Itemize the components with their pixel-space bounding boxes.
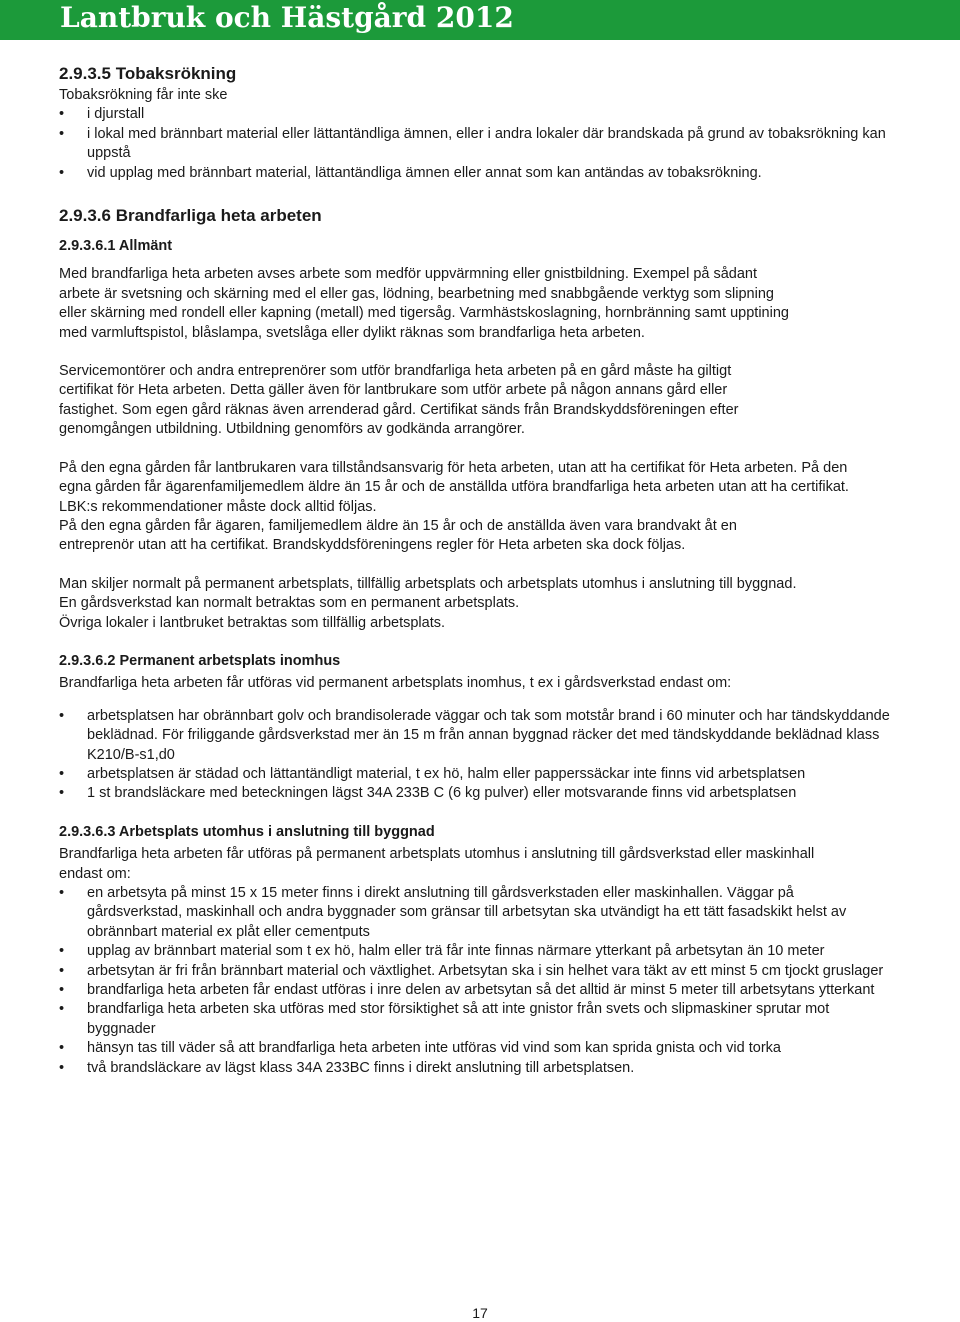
section-intro: Brandfarliga heta arbeten får utföras vid permanent arbetsplats inomhus, t ex i gårdsverkstad endast om: bbox=[59, 675, 732, 692]
list-item bbox=[59, 707, 899, 765]
section-heading-tobaksrokning: 2.9.3.5 Tobaksrökning bbox=[59, 64, 237, 83]
bullet-icon: • bbox=[59, 885, 65, 901]
header-banner bbox=[0, 0, 960, 40]
list-item bbox=[59, 1039, 889, 1058]
list-item-text: vid upplag med brännbart material, lättantändliga ämnen eller annat som kan antändas av tobaksrökning. bbox=[87, 164, 762, 181]
list-item-text: 1 st brandsläckare med beteckningen lägst 34A 233B C (6 kg pulver) eller motsvarande finns vid arbetsplatsen bbox=[87, 785, 797, 802]
bullet-icon: • bbox=[59, 1059, 65, 1076]
list-item bbox=[59, 784, 899, 803]
bullet-list-permanent-inomhus bbox=[59, 707, 899, 804]
page-content bbox=[59, 62, 919, 1078]
list-item bbox=[59, 962, 889, 981]
bullet-list-tobaksrokning bbox=[59, 105, 919, 183]
bullet-icon: • bbox=[59, 164, 65, 181]
list-item-text: hänsyn tas till väder så att brandfarliga heta arbeten inte utföras vid vind som kan sprida gnista och vid torka bbox=[87, 1040, 781, 1057]
list-item bbox=[59, 981, 889, 1000]
list-item bbox=[59, 1000, 889, 1039]
document-title: Lantbruk och Hästgård 2012 bbox=[60, 1, 514, 34]
list-item-text: brandfarliga heta arbeten får endast utföras i inre delen av arbetsytan så det alltid är minst 5 meter till arbetsytans ytterkant bbox=[87, 982, 875, 999]
bullet-icon: • bbox=[59, 785, 65, 802]
list-item bbox=[59, 884, 889, 942]
bullet-icon: • bbox=[59, 982, 65, 999]
list-item-text: i djurstall bbox=[87, 106, 145, 123]
page-number: 17 bbox=[472, 1305, 488, 1321]
section-heading-brandfarliga-heta-arbeten: 2.9.3.6 Brandfarliga heta arbeten bbox=[59, 206, 322, 226]
bullet-icon: • bbox=[59, 1001, 65, 1018]
paragraph-arbetsplatstyper: Man skiljer normalt på permanent arbetsplats, tillfällig arbetsplats och arbetsplats utomhus i anslutning till byggnad. bbox=[59, 575, 797, 592]
list-item-text: två brandsläckare av lägst klass 34A 233BC finns i direkt anslutning till arbetsplatsen. bbox=[87, 1059, 635, 1076]
section-intro: Tobaksrökning får inte ske bbox=[59, 87, 228, 103]
bullet-icon: • bbox=[59, 106, 65, 123]
list-item-text: arbetsytan är fri från brännbart material och växtlighet. Arbetsytan ska i sin helhet vara täkt av ett minst 5 cm tjockt gruslager bbox=[87, 962, 884, 979]
list-item bbox=[59, 125, 919, 164]
list-item bbox=[59, 164, 919, 183]
paragraph-servicemontorer: Servicemontörer och andra entreprenörer som utför brandfarliga heta arbeten på en gård måste ha giltigt certifikat för Heta arbeten. Detta gäller även för lantbrukare som utför arbete på någon annans gård eller fastighet. Som egen gård räknas även arrenderad gård. Certifikat sänds från Brandskyddsföreningen efter genomgången utbildning. Utbildning genomförs av godkända arrangörer. bbox=[59, 363, 739, 438]
paragraph-gardsverkstad: En gårdsverkstad kan normalt betraktas som en permanent arbetsplats. bbox=[59, 595, 520, 612]
list-item-text: en arbetsyta på minst 15 x 15 meter finns i direkt anslutning till gårdsverkstaden eller maskinhallen. Väggar på gårdsverkstad, maskinhall och andra byggnader som gränsar till arbetsytan ska utvändigt ha ett tätt fasadskikt helst av obrännbart material ex plåt eller cementputs bbox=[87, 885, 847, 940]
list-item bbox=[59, 105, 919, 124]
section-intro: Brandfarliga heta arbeten får utföras på permanent arbetsplats utomhus i anslutning till gårdsverkstad eller maskinhall endast om: bbox=[59, 846, 815, 882]
paragraph-ovriga-lokaler: Övriga lokaler i lantbruket betraktas som tillfällig arbetsplats. bbox=[59, 614, 446, 631]
list-item-text: arbetsplatsen är städad och lättantändligt material, t ex hö, halm eller papperssäckar inte finns vid arbetsplatsen bbox=[87, 765, 806, 782]
list-item bbox=[59, 1059, 889, 1078]
section-heading-utomhus: 2.9.3.6.3 Arbetsplats utomhus i anslutning till byggnad bbox=[59, 823, 435, 840]
bullet-icon: • bbox=[59, 943, 65, 960]
list-item bbox=[59, 765, 899, 784]
list-item-text: arbetsplatsen har obrännbart golv och brandisolerade väggar och tak som motstår brand i 60 minuter och har tändskyddande beklädnad. För friliggande gårdsverkstad mer än 15 m från annan byggnad räcker det med tändskyddande beklädnad klass K210/B-s1,d0 bbox=[87, 707, 890, 763]
section-heading-allmant: 2.9.3.6.1 Allmänt bbox=[59, 238, 173, 255]
list-item bbox=[59, 942, 889, 961]
list-item-text: i lokal med brännbart material eller lättantändliga ämnen, eller i andra lokaler där brandskada på grund av tobaksrökning kan uppstå bbox=[87, 125, 886, 162]
paragraph-egna-garden: På den egna gården får lantbrukaren vara tillståndsansvarig för heta arbeten, utan att ha certifikat för Heta arbeten. På den egna gården får ägarenfamiljemedlem äldre än 15 år och de anställda utföra brandfarliga heta arbeten utan att ha certifikat. LBK:s rekommendationer måste dock alltid följas. bbox=[59, 459, 849, 515]
section-heading-permanent-inomhus: 2.9.3.6.2 Permanent arbetsplats inomhus bbox=[59, 652, 341, 669]
list-item-text: brandfarliga heta arbeten ska utföras med stor försiktighet så att inte gnistor från svets och slipmaskiner sprutar mot byggnader bbox=[87, 1001, 830, 1037]
bullet-icon: • bbox=[59, 707, 65, 724]
paragraph-definition: Med brandfarliga heta arbeten avses arbete som medför uppvärmning eller gnistbildning. Exempel på sådant arbete är svetsning och skärning med el eller gas, lödning, bearbetning med snabbgående verktyg som slipning eller skärning med rondell eller kapning (metall) med tigersåg. Varmhästskoslagning, hornbränning samt upptining med varmluftspistol, blåslampa, svetslåga eller dylikt räknas som brandfarliga heta arbeten. bbox=[59, 266, 789, 341]
bullet-icon: • bbox=[59, 125, 65, 142]
list-item-text: upplag av brännbart material som t ex hö, halm eller trä får inte finnas närmare ytterkant på arbetsytan än 10 meter bbox=[87, 943, 825, 960]
paragraph-brandvakt: På den egna gården får ägaren, familjemedlem äldre än 15 år och de anställda även vara brandvakt åt en entreprenör utan att ha certifikat. Brandskyddsföreningens regler för Heta arbeten ska dock följas. bbox=[59, 517, 737, 554]
bullet-icon: • bbox=[59, 962, 65, 979]
bullet-icon: • bbox=[59, 765, 65, 782]
bullet-icon: • bbox=[59, 1040, 65, 1057]
bullet-list-utomhus bbox=[59, 884, 889, 1078]
